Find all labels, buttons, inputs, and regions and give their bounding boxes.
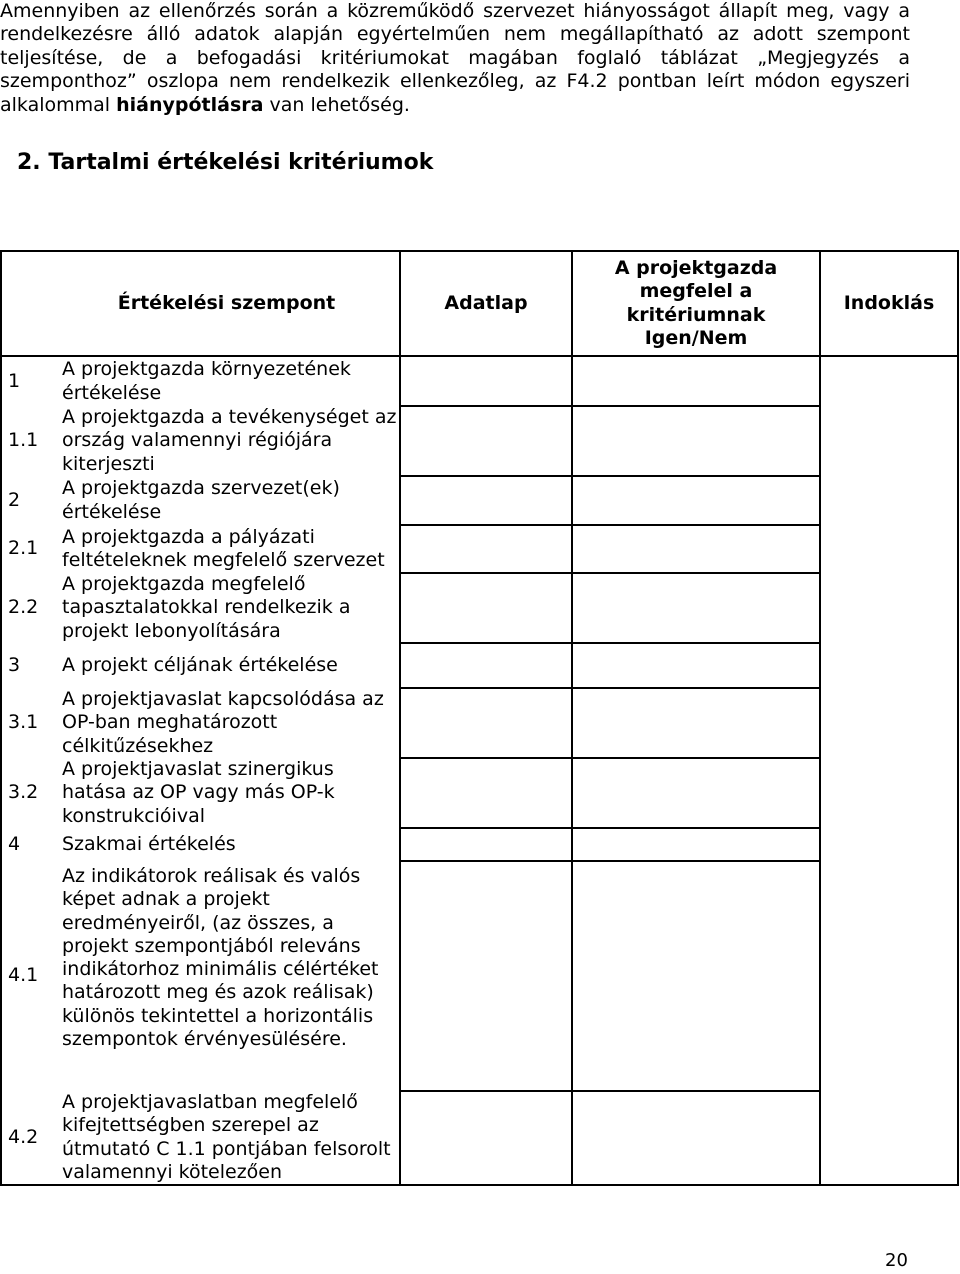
table-row [1,861,958,1091]
table-row [1,356,958,406]
datasheet-cell[interactable] [400,643,572,688]
table-row [1,828,958,861]
row-number: 3.1 [1,688,54,758]
header-justification: Indoklás [820,251,958,356]
datasheet-cell[interactable] [400,828,572,861]
justification-cell[interactable] [820,356,958,406]
header-compliance: A projektgazda megfelel a kritériumnak Igen/Nem [572,251,820,356]
row-number: 2 [1,476,54,525]
row-number: 1 [1,356,54,406]
row-number: 1.1 [1,406,54,476]
justification-cell[interactable] [820,1091,958,1185]
table-row [1,476,958,525]
row-number: 3.2 [1,758,54,828]
row-number: 2.2 [1,573,54,643]
justification-cell[interactable] [820,573,958,643]
compliance-cell[interactable] [572,573,820,643]
datasheet-cell[interactable] [400,356,572,406]
table-row [1,525,958,573]
justification-cell[interactable] [820,525,958,573]
compliance-cell[interactable] [572,356,820,406]
compliance-cell[interactable] [572,406,820,476]
row-criterion: A projektjavaslat szinergikus hatása az OP vagy más OP-k konstrukcióival [62,758,335,827]
row-number: 4 [1,828,54,861]
row-criterion: A projektjavaslat kapcsolódása az OP-ban meghatározott célkitűzésekhez [62,688,384,757]
row-criterion: A projektgazda szervezet(ek) értékelése [62,477,340,523]
datasheet-cell[interactable] [400,476,572,525]
row-number: 3 [1,643,54,688]
table-row [1,688,958,758]
datasheet-cell[interactable] [400,406,572,476]
row-criterion: A projektgazda a tevékenységet az ország valamennyi régiójára kiterjeszti [62,406,397,475]
row-criterion: A projektjavaslatban megfelelő kifejtettségben szerepel az útmutató C 1.1 pontjában felsorolt valamennyi kötelezően [54,1091,400,1185]
intro-text-start: Amennyiben az ellenőrzés során a közreműködő szervezet hiányosságot állapít meg, vagy a rendelkezésre álló adatok alapján egyértelműen nem megállapítható az adott szempont teljesítése, de a befogadási kritériumokat magában foglaló táblázat „Megjegyzés a szemponthoz” oszlopa nem rendelkezik ellenkezőleg, az F4.2 pontban leírt módon egyszeri alkalommal [0,0,910,116]
justification-cell[interactable] [820,643,958,688]
row-criterion: Az indikátorok reálisak és valós képet adnak a projekt eredményeiről, (az összes, a projekt szempontjából releváns indikátorhoz minimális célértéket határozott meg és azok reálisak) különös tekintettel a horizontális szempontok érvényesülésére. [62,865,379,1051]
datasheet-cell[interactable] [400,525,572,573]
section-title: 2. Tartalmi értékelési kritériumok [17,150,434,175]
row-number: 2.1 [1,525,54,573]
compliance-cell[interactable] [572,758,820,828]
criteria-table [0,250,959,1186]
compliance-cell[interactable] [572,476,820,525]
row-number: 4.2 [1,1091,54,1185]
row-criterion: A projektgazda megfelelő tapasztalatokkal rendelkezik a projekt lebonyolítására [62,573,351,642]
row-criterion: A projektgazda környezetének értékelése [62,358,351,404]
intro-bold-term: hiánypótlásra [116,93,264,116]
justification-cell[interactable] [820,828,958,861]
header-criterion: Értékelési szempont [54,251,400,356]
row-criterion: A projekt céljának értékelése [62,653,338,676]
justification-cell[interactable] [820,476,958,525]
row-number: 4.1 [1,861,54,1091]
page-number: 20 [885,1250,908,1271]
row-criterion: Szakmai értékelés [62,832,236,855]
datasheet-cell[interactable] [400,688,572,758]
table-row [1,643,958,688]
justification-cell[interactable] [820,406,958,476]
datasheet-cell[interactable] [400,1091,572,1185]
justification-cell[interactable] [820,758,958,828]
compliance-cell[interactable] [572,643,820,688]
table-header-row [1,251,958,356]
table-row [1,406,958,476]
justification-cell[interactable] [820,688,958,758]
row-criterion: A projektgazda a pályázati feltételeknek megfelelő szervezet [62,525,385,571]
compliance-cell[interactable] [572,861,820,1091]
datasheet-cell[interactable] [400,861,572,1091]
justification-cell[interactable] [820,861,958,1091]
intro-text-end: van lehetőség. [263,93,410,116]
compliance-cell[interactable] [572,828,820,861]
compliance-cell[interactable] [572,688,820,758]
datasheet-cell[interactable] [400,758,572,828]
header-datasheet: Adatlap [400,251,572,356]
compliance-cell[interactable] [572,1091,820,1185]
intro-paragraph [0,0,910,117]
table-row [1,573,958,643]
table-row [1,1091,958,1185]
compliance-cell[interactable] [572,525,820,573]
header-num-cell [1,251,54,356]
datasheet-cell[interactable] [400,573,572,643]
table-row [1,758,958,828]
